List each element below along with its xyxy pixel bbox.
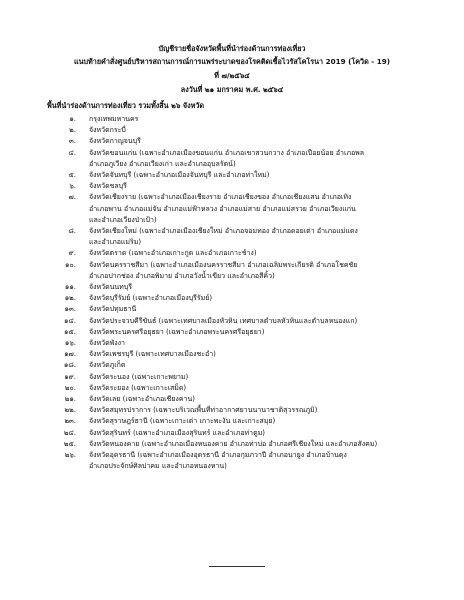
list-item-number: ๒๖. — [64, 451, 76, 459]
order-number: ที่ ๗/๒๕๖๔ — [214, 71, 250, 80]
list-item-text: จังหวัดกาญจนบุรี — [89, 137, 141, 146]
list-item-text: อำเภอประจักษ์ศิลปาคม และอำเภอหนองหาน) — [89, 462, 227, 471]
list-item-number: ๑๙. — [64, 372, 76, 381]
list-item-text: จังหวัดกระบี่ — [89, 126, 126, 135]
list-item — [0, 282, 464, 293]
list-item — [0, 394, 464, 405]
list-item-number: ๕. — [68, 171, 76, 179]
list-item-text: จังหวัดระยอง (เฉพาะเกาะเสม็ด) — [89, 383, 187, 392]
list-item-text: จังหวัดสุราษฎร์ธานี (เฉพาะเกาะเต่า เกาะพะงัน และเกาะสมุย) — [89, 417, 276, 426]
list-item-number: ๑๔. — [64, 316, 76, 325]
list-item — [0, 248, 464, 259]
list-item-number: ๑๕. — [64, 327, 76, 336]
list-item-number: ๗. — [68, 193, 76, 202]
list-item — [0, 349, 464, 360]
list-item — [0, 405, 464, 416]
list-item — [0, 125, 464, 136]
list-item-number: ๒๕. — [63, 439, 76, 448]
list-item-number: ๒๑. — [64, 395, 76, 403]
list-item — [0, 260, 464, 282]
list-item — [0, 181, 464, 192]
list-item-text: อำเภอภูเวียง อำเภอเวียงเก่า และอำเภออุบลรัตน์) — [89, 159, 236, 168]
list-item — [0, 226, 464, 248]
list-item-number: ๑๑. — [64, 283, 76, 291]
list-item-number: ๑๓. — [64, 305, 76, 314]
list-item-text: จังหวัดเลย (เฉพาะอำเภอเชียงคาน) — [89, 395, 195, 403]
list-item — [0, 372, 464, 383]
list-item-text: จังหวัดพังงา — [89, 339, 125, 347]
list-item — [0, 293, 464, 304]
list-item-number: ๑๖. — [64, 339, 76, 347]
section-heading: พื้นที่นำร่องด้านการท่องเที่ยว รวมทั้งสิ้น ๒๖ จังหวัด — [47, 101, 205, 110]
list-item-text: จังหวัดเชียงใหม่ (เฉพาะอำเภอเมืองเชียงใหม่ อำเภอจอมทอง อำเภอดอยเต่า อำเภอแม่แตง — [89, 227, 358, 235]
list-item — [0, 428, 464, 439]
list-item-text: และอำเภอเวียงป่าเป้า) — [89, 215, 157, 224]
list-item — [0, 360, 464, 371]
list-item-number: ๓. — [68, 137, 76, 146]
list-item — [0, 114, 464, 125]
order-date: ลงวันที่ ๒๑ มกราคม พ.ศ. ๒๕๖๔ — [180, 85, 284, 94]
list-item — [0, 136, 464, 147]
list-item-text: จังหวัดหนองคาย (เฉพาะอำเภอเมืองหนองคาย อำเภอท่าบ่อ อำเภอศรีเชียงใหม่ และอำเภอสังคม) — [89, 439, 378, 448]
list-item-text: จังหวัดนครราชสีมา (เฉพาะอำเภอเมืองนครราชสีมา อำเภอเฉลิมพระเกียรติ อำเภอโชคชัย — [89, 260, 358, 269]
list-item-text: จังหวัดพระนครศรีอยุธยา (เฉพาะอำเภอพระนครศรีอยุธยา) — [89, 327, 265, 336]
list-item-number: ๘. — [68, 227, 76, 235]
list-item-text: จังหวัดชลบุรี — [89, 182, 127, 191]
list-item-number: ๑. — [69, 115, 76, 123]
list-item — [0, 192, 464, 226]
list-item — [0, 338, 464, 349]
list-item-number: ๔. — [68, 148, 76, 157]
list-item — [0, 439, 464, 450]
list-item-number: ๑๒. — [64, 294, 76, 303]
list-item-text: จังหวัดระนอง (เฉพาะเกาะพยาม) — [89, 372, 189, 381]
list-item-number: ๒๐. — [64, 383, 76, 392]
list-item-number: ๑๐. — [65, 260, 76, 269]
list-item-text: จังหวัดปทุมธานี — [89, 305, 137, 314]
document-title: บัญชีรายชื่อจังหวัดพื้นที่นำร่องด้านการท่องเที่ยว — [158, 44, 306, 53]
document-subtitle: แนบท้ายคำสั่งศูนย์บริหารสถานการณ์การแพร่ระบาดของโรคติดเชื้อไวรัสโคโรนา 2019 (โควิด - 19) — [73, 57, 391, 66]
list-item-number: ๑๘. — [63, 361, 76, 370]
list-item-number: ๖. — [69, 182, 76, 191]
list-item-text: อำเภอพาน อำเภอแม่จัน อำเภอแม่ฟ้าหลวง อำเภอแม่สาย อำเภอแม่สรวย อำเภอเวียงแก่น — [89, 204, 356, 213]
list-item-text: อำเภอปากช่อง อำเภอพิมาย อำเภอวังน้ำเขียว และอำเภอสีคิ้ว) — [89, 271, 275, 280]
list-item-text: จังหวัดสมุทรปราการ (เฉพาะบริเวณพื้นที่ท่าอากาศยานนานาชาติสุวรรณภูมิ) — [89, 406, 318, 415]
list-item-number: ๙. — [68, 249, 76, 258]
list-item-text: จังหวัดขอนแก่น (เฉพาะอำเภอเมืองขอนแก่น อำเภอเขาสวนกวาง อำเภอเปือยน้อย อำเภอพล — [89, 148, 365, 157]
list-item-text: จังหวัดนนทบุรี — [89, 283, 132, 291]
list-item — [0, 304, 464, 315]
list-item-text: และอำเภอแม่ริม) — [89, 238, 142, 247]
list-item-text: จังหวัดประจวบคีรีขันธ์ (เฉพาะเทศบาลเมืองหัวหิน เทศบาลตำบลหัวหินและตำบลหนองแก) — [89, 316, 358, 325]
list-item-text: จังหวัดเพชรบุรี (เฉพาะเทศบาลเมืองชะอำ) — [89, 350, 216, 359]
list-item-text: จังหวัดอุดรธานี (เฉพาะอำเภอเมืองอุดรธานี อำเภอกุมภวาปี อำเภอนายูง อำเภอบ้านดุง — [89, 451, 347, 459]
list-item — [0, 327, 464, 338]
list-item-text: กรุงเทพมหานคร — [89, 115, 139, 123]
list-item — [0, 383, 464, 394]
list-item-number: ๒๓. — [64, 417, 76, 426]
list-item — [0, 170, 464, 181]
list-item — [0, 148, 464, 170]
list-item-number: ๒. — [69, 126, 76, 135]
list-item-text: จังหวัดตราด (เฉพาะอำเภอเกาะกูด และอำเภอเกาะช้าง) — [89, 249, 257, 258]
list-item — [0, 416, 464, 427]
list-item-text: จังหวัดบุรีรัมย์ (เฉพาะอำเภอเมืองบุรีรัมย์) — [89, 294, 213, 303]
list-item-text: จังหวัดภูเก็ต — [89, 361, 126, 370]
list-item-text: จังหวัดจันทบุรี (เฉพาะอำเภอเมืองจันทบุรี และอำเภอท่าใหม่) — [89, 171, 270, 179]
end-divider — [209, 566, 265, 567]
list-item-number: ๒๔. — [63, 428, 76, 437]
list-item-text: จังหวัดเชียงราย (เฉพาะอำเภอเมืองเชียงราย อำเภอเชียงของ อำเภอเชียงแสน อำเภอเทิง — [89, 193, 352, 202]
list-item — [0, 450, 464, 472]
list-item-number: ๒๒. — [64, 406, 76, 415]
list-item-number: ๑๗. — [64, 350, 76, 359]
list-item — [0, 316, 464, 327]
list-item-text: จังหวัดสุรินทร์ (เฉพาะอำเภอเมืองสุรินทร์ และอำเภอท่าตูม) — [89, 428, 265, 437]
